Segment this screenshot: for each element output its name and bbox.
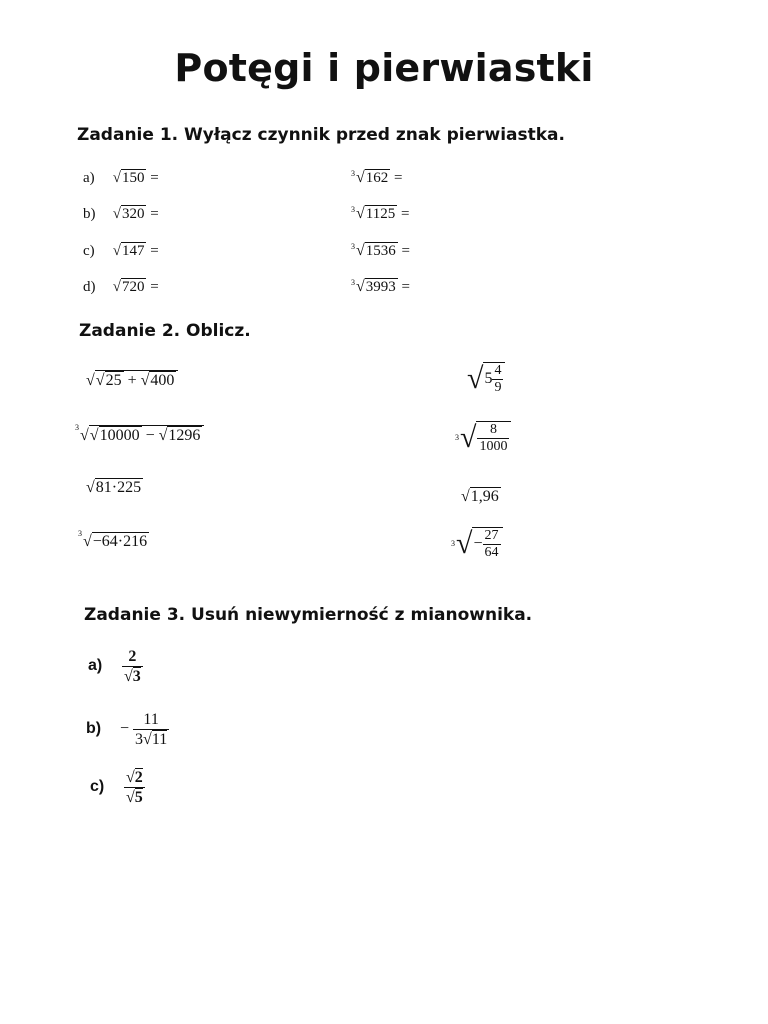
task-2-left-2: 3 √√10000 − √1296	[80, 425, 204, 445]
whole-part: 5	[484, 370, 493, 388]
radicand: 1536	[365, 243, 396, 259]
equals-sign: =	[394, 170, 403, 186]
operator: −	[145, 427, 155, 444]
equals-sign: =	[150, 206, 159, 222]
item-label: a)	[83, 170, 95, 186]
radicand: 150	[121, 170, 145, 186]
radicand-b: 400	[150, 372, 175, 389]
denominator: 9	[494, 380, 502, 395]
radicand-a: 10000	[99, 427, 140, 444]
task-2-left-4: 3 √−64·216	[78, 529, 148, 550]
root-index: 3	[351, 242, 355, 251]
task-1-cube-root-3: 3 √1536 =	[356, 240, 410, 262]
task-1-item-b: b) √320 =	[83, 203, 159, 225]
task-1-item-c: c) √147 =	[83, 240, 159, 262]
root-index: 3	[75, 423, 79, 432]
root-index: 3	[78, 529, 82, 538]
operator: +	[127, 372, 137, 389]
task-3-item-a: a) $\frac{2}{√3}$	[88, 648, 141, 685]
task-3-heading: Zadanie 3. Usuń niewymierność z mianownika.	[84, 605, 533, 625]
task-1-item-a: a) √150 =	[83, 167, 159, 189]
minus-sign: −	[120, 720, 130, 738]
task-2-right-3: √1,96	[461, 488, 499, 505]
task-2-right-4: 3 √− $\frac{27}{64}$	[456, 527, 503, 561]
equals-sign: =	[401, 279, 410, 295]
radicand: 320	[121, 206, 145, 222]
radicand-b: 1296	[168, 427, 201, 444]
denominator-radicand: 5	[134, 789, 143, 806]
item-label: b)	[86, 720, 102, 738]
numerator: 11	[143, 711, 159, 728]
task-2-left-3: √81·225	[86, 479, 142, 496]
denominator: 1000	[479, 439, 508, 454]
item-label: d)	[83, 279, 96, 295]
task-2-heading: Zadanie 2. Oblicz.	[79, 321, 251, 341]
task-1-cube-root-4: 3 √3993 =	[356, 276, 410, 298]
item-label: b)	[83, 206, 96, 222]
task-1-cube-root-2: 3 √1125 =	[356, 203, 409, 225]
radicand: 162	[365, 170, 389, 186]
denominator-coefficient: 3	[135, 731, 144, 748]
equals-sign: =	[150, 170, 159, 186]
task-3-item-c: c) $\frac{√2}{√5}$	[90, 769, 143, 806]
task-1-item-d: d) √720 =	[83, 276, 159, 298]
root-index: 3	[351, 278, 355, 287]
denominator-radicand: 3	[132, 668, 141, 685]
root-index: 3	[351, 169, 355, 178]
numerator: 27	[484, 528, 499, 543]
equals-sign: =	[400, 206, 410, 222]
task-1-cube-root-1: 3 √162 =	[356, 167, 403, 189]
equals-sign: =	[150, 243, 159, 259]
radicand: 3993	[365, 279, 396, 295]
task-1-heading: Zadanie 1. Wyłącz czynnik przed znak pierwiastka.	[77, 125, 565, 145]
minus-sign: −	[473, 535, 483, 553]
task-2-right-2: 3 √ $\frac{8}{1000}$	[460, 421, 511, 455]
denominator: 64	[484, 545, 499, 560]
radicand: 81·225	[95, 479, 142, 496]
root-index: 3	[455, 433, 459, 442]
root-index: 3	[451, 539, 455, 548]
numerator-radicand: 2	[134, 769, 143, 786]
item-label: a)	[88, 657, 103, 675]
denominator-radicand: 11	[151, 731, 168, 748]
equals-sign: =	[150, 279, 159, 295]
page-title: Potęgi i pierwiastki	[174, 46, 594, 90]
radicand-a: 25	[105, 372, 122, 389]
numerator: 2	[128, 648, 137, 665]
item-label: c)	[90, 778, 105, 796]
item-label: c)	[83, 243, 95, 259]
numerator: 4	[494, 363, 502, 378]
radicand: 1,96	[470, 488, 499, 505]
equals-sign: =	[401, 243, 410, 259]
radicand: 1125	[365, 206, 396, 222]
radicand: 147	[121, 243, 145, 259]
numerator: 8	[489, 422, 497, 437]
task-2-left-1: √√25 + √400	[86, 370, 178, 390]
task-2-right-1: √5 $\frac{4}{9}$	[467, 362, 505, 396]
radicand: 720	[121, 279, 145, 295]
radicand: −64·216	[92, 533, 148, 550]
task-3-item-b: b) − $\frac{11}{3√11}$	[86, 711, 168, 748]
root-index: 3	[351, 205, 355, 214]
